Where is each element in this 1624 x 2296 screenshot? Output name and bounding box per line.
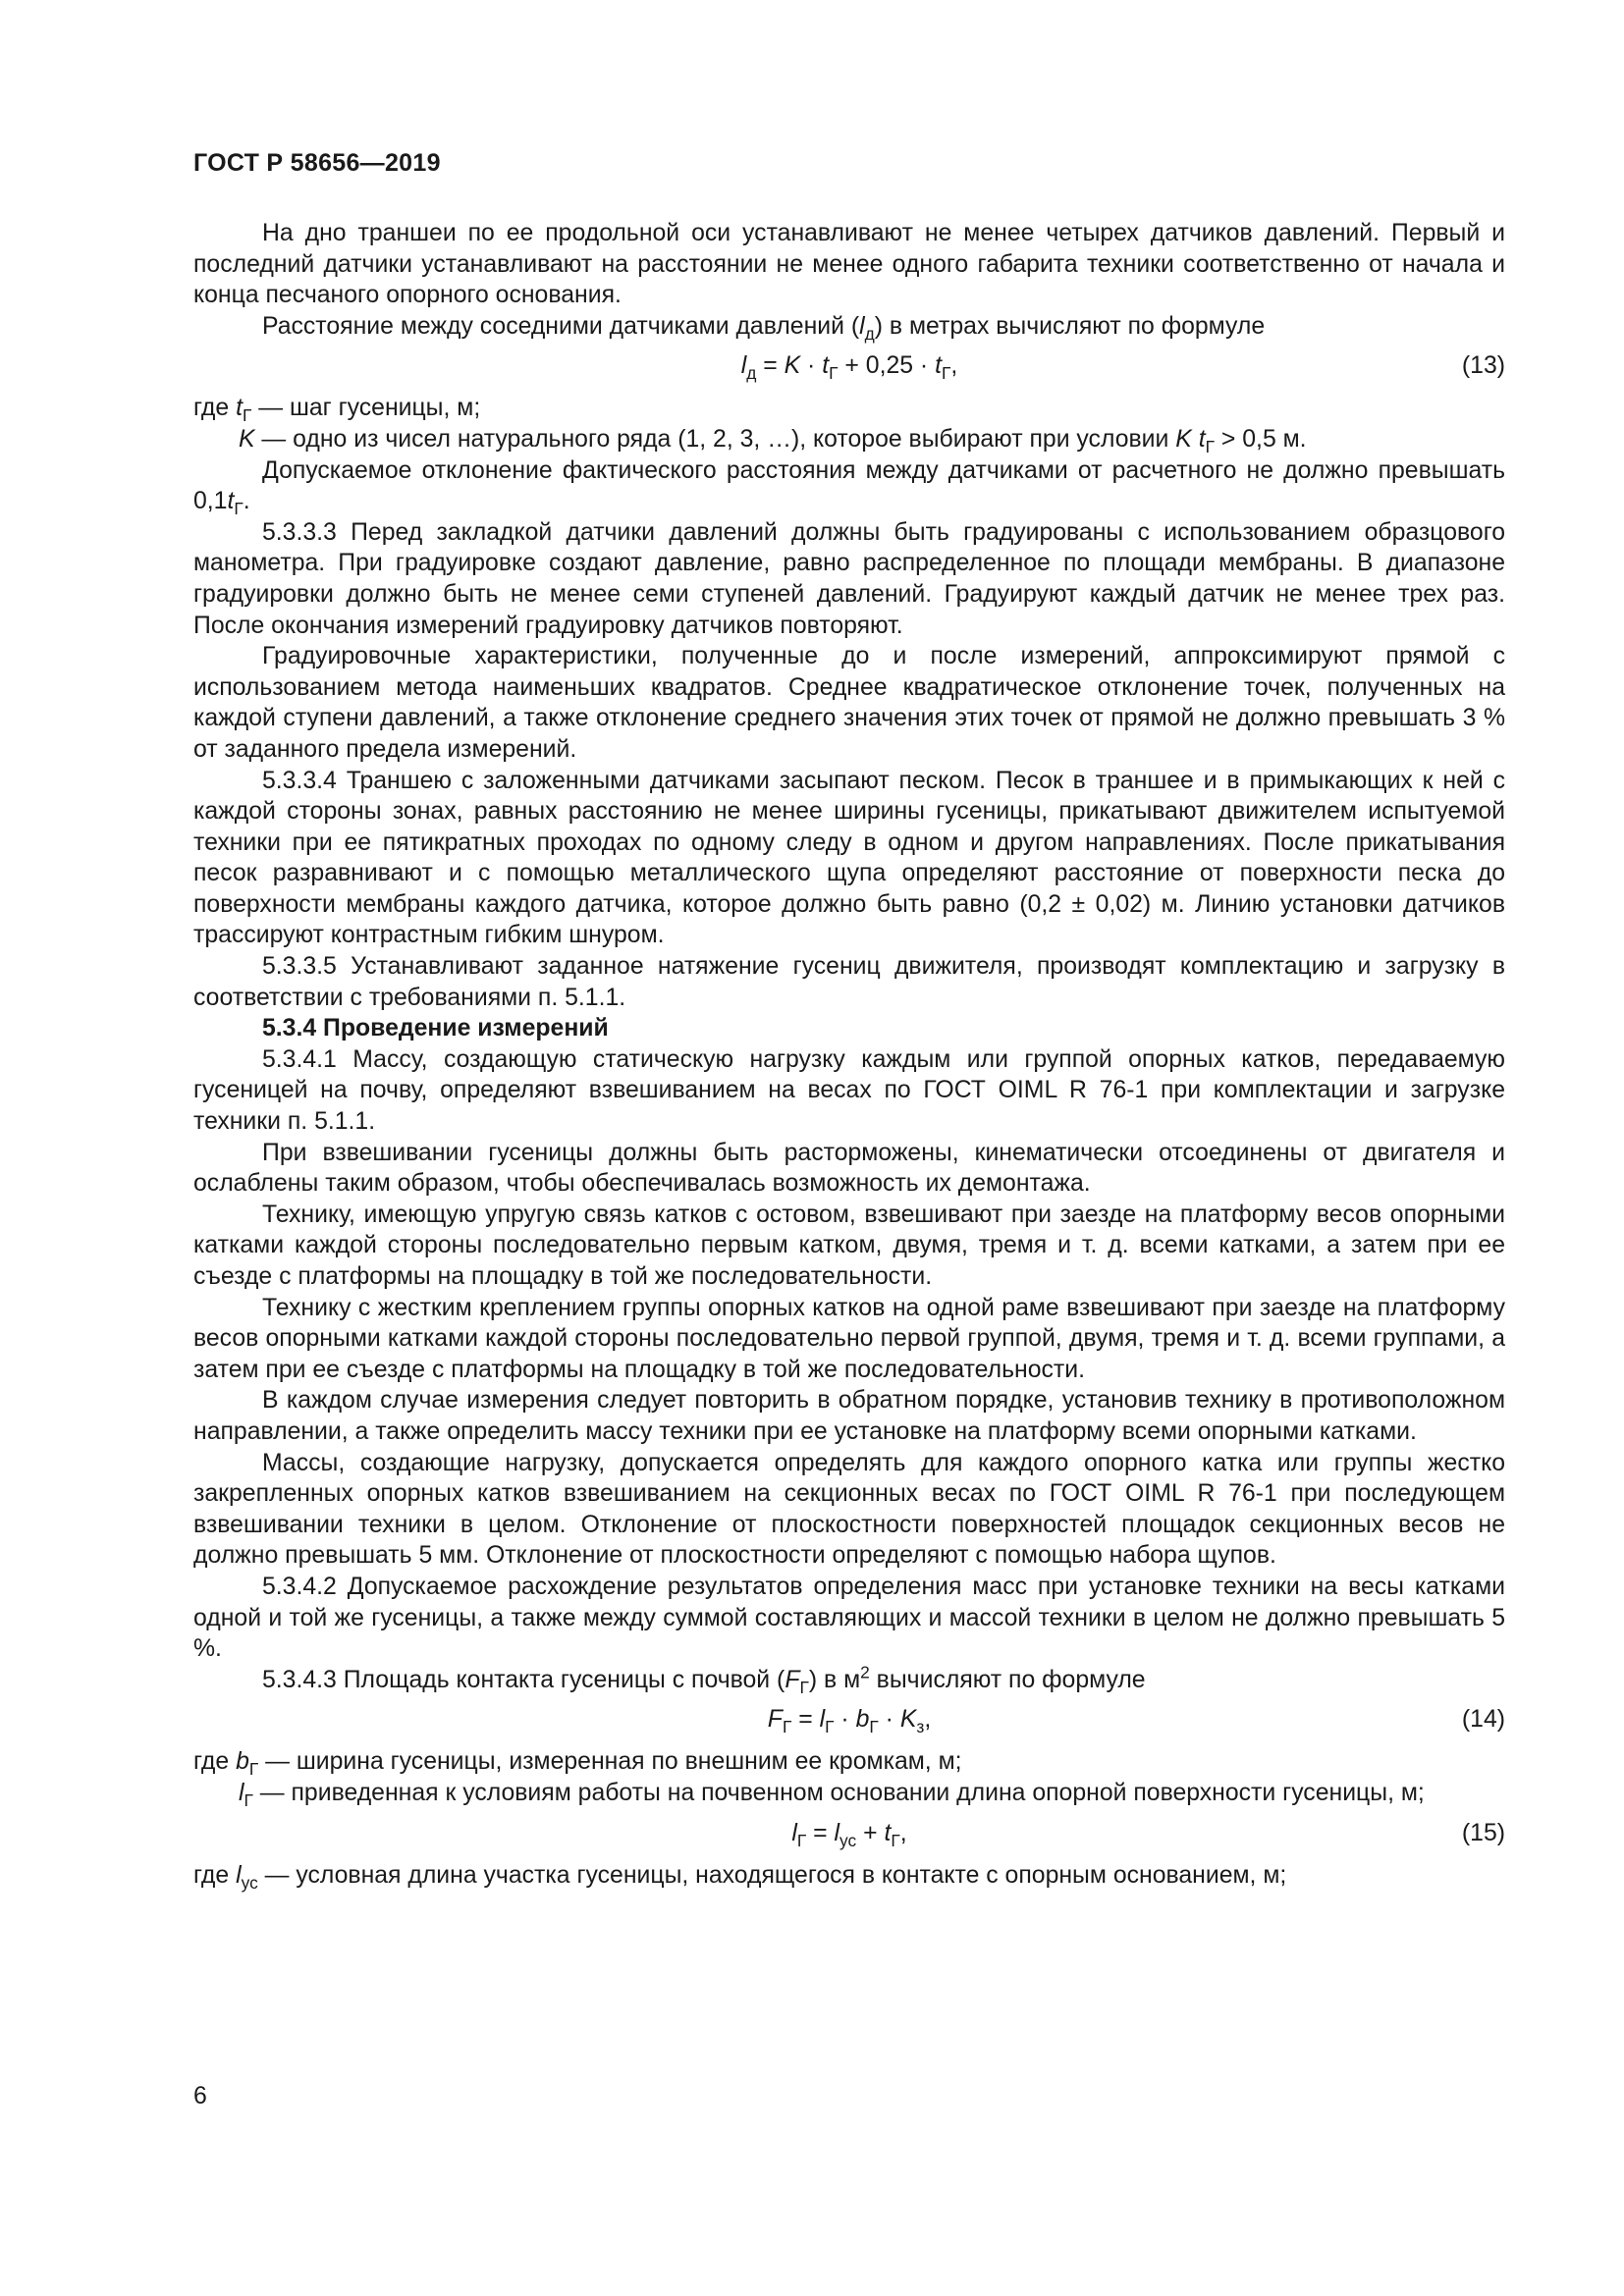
formula-14-expression: $F_Г = l_Г \cdot b_Г \cdot K_з$, — [767, 1706, 932, 1737]
formula-15-number: (15) — [1461, 1819, 1505, 1846]
formula-13-expression: $l_д = K \cdot t_Г + 0,25 \cdot t_Г$, — [740, 352, 958, 384]
paragraph-5-3-3-5: 5.3.3.5 Устанавливают заданное натяжение гусениц движителя, производят комплектацию и загрузку в соответствии с требованиями п. 5.1.1. — [193, 953, 1505, 1011]
definition-conditional-length: где $l_{ус}$ — условная длина участка гусеницы, находящегося в контакте с опорным основанием, м; — [193, 1861, 1287, 1893]
paragraph-rigid-mount: Технику с жестким креплением группы опорных катков на одной раме взвешивают при заезде на платформу весов опорными катками каждой стороны последовательно первой группой, двумя, тремя и т. д. всеми группами, а затем при ее съезде с платформы на площадку в той же последовательности. — [193, 1294, 1505, 1383]
standard-header: ГОСТ Р 58656—2019 — [193, 149, 441, 177]
paragraph-repeat: В каждом случае измерения следует повторить в обратном порядке, установив технику в противоположном направлении, а также определить массу техники при ее установке на платформу всеми опорными катками. — [193, 1387, 1505, 1445]
paragraph-calibration: Градуировочные характеристики, полученные до и после измерений, аппроксимируют прямой с использованием метода наименьших квадратов. Среднее квадратическое отклонение точек, полученных на каждой ступени давлений, а также отклонение среднего значения этих точек от прямой не должно превышать 3 % от заданного предела измерений. — [193, 643, 1505, 763]
formula-14-number: (14) — [1461, 1706, 1505, 1734]
section-heading-5-3-4: 5.3.4 Проведение измерений — [262, 1015, 609, 1042]
paragraph-5-3-3-4: 5.3.3.4 Траншею с заложенными датчиками засыпают песком. Песок в траншее и в примыкающих к ней с каждой стороны зонах, равных расстоянию не менее ширины гусеницы, прикатывают движителем испытуемой техники при ее пятикратных проходах по одному следу в одном и другом направлениях. После прикатывания песок разравнивают и с помощью металлического щупа определяют расстояние от поверхности песка до поверхности мембраны каждого датчика, которое должно быть равно (0,2 ± 0,02) м. Линию установки датчиков трассируют контрастным гибким шнуром. — [193, 767, 1505, 949]
paragraph-5-3-4-2: 5.3.4.2 Допускаемое расхождение результатов определения масс при установке техники на весы катками одной и той же гусеницы, а также между суммой составляющих и массой техники в целом не должно превышать 5 %. — [193, 1573, 1505, 1663]
formula-15 — [193, 1815, 1505, 1852]
paragraph-sensors-placement: На дно траншеи по ее продольной оси устанавливают не менее четырех датчиков давлений. Первый и последний датчики устанавливают на расстоянии не менее одного габарита техники соответственно от начала и конца песчаного опорного основания. — [193, 220, 1505, 309]
paragraph-elastic-link: Технику, имеющую упругую связь катков с остовом, взвешивают при заезде на платформу весов опорными катками каждой стороны последовательно первым катком, двумя, тремя и т. д. всеми катками, а затем при ее съезде с платформы на площадку в той же последовательности. — [193, 1201, 1505, 1290]
paragraph-masses: Массы, создающие нагрузку, допускается определять для каждого опорного катка или группы жестко закрепленных опорных катков взвешиванием на секционных весах по ГОСТ OIML R 76-1 при последующем взвешивании техники в целом. Отклонение от плоскостности поверхностей площадок секционных весов не должно превышать 5 мм. Отклонение от плоскостности определяют с помощью набора щупов. — [193, 1449, 1505, 1570]
definition-track-width: где $b_Г$ — ширина гусеницы, измеренная по внешним ее кромкам, м; — [193, 1748, 962, 1780]
paragraph-distance-intro: Расстояние между соседними датчиками давлений $(l_д)$ в метрах вычисляют по формуле — [262, 312, 1266, 344]
page-number: 6 — [193, 2083, 207, 2109]
paragraph-tolerance: Допускаемое отклонение фактического расстояния между датчиками от расчетного не должно превышать $0,1t_Г$. — [193, 456, 1505, 519]
definition-track-length: $l_Г$ — приведенная к условиям работы на почвенном основании длина опорной поверхности гусеницы, м; — [239, 1779, 1425, 1810]
definition-track-pitch: где $t_Г$ — шаг гусеницы, м; — [193, 395, 481, 426]
formula-13-number: (13) — [1461, 352, 1505, 380]
paragraph-5-3-4-1: 5.3.4.1 Массу, создающую статическую нагрузку каждым или группой опорных катков, передаваемую гусеницей на почву, определяют взвешиванием на весах по ГОСТ OIML R 76-1 при комплектации и загрузке техники п. 5.1.1. — [193, 1045, 1505, 1136]
definition-k: K — одно из чисел натурального ряда (1, 2, 3, …), которое выбирают при условии K $t_Г > 0,5$ м. — [239, 425, 1307, 457]
page-body — [193, 218, 1505, 1891]
paragraph-weighing: При взвешивании гусеницы должны быть расторможены, кинематически отсоединены от двигателя и ослаблены таким образом, чтобы обеспечивалась возможность их демонтажа. — [193, 1139, 1505, 1198]
formula-13 — [193, 347, 1505, 385]
formula-14 — [193, 1701, 1505, 1738]
paragraph-5-3-4-3: 5.3.4.3 Площадь контакта гусеницы с почвой $(F_Г)$ в $м^2$ вычисляют по формуле — [262, 1662, 1146, 1697]
formula-15-expression: $l_Г = l_{ус} + t_Г$, — [791, 1819, 907, 1850]
paragraph-5-3-3-3: 5.3.3.3 Перед закладкой датчики давлений должны быть градуированы с использованием образцового манометра. При градуировке создают давление, равно распределенное по площади мембраны. В диапазоне градуировки должно быть не менее семи ступеней давлений. Градуируют каждый датчик не менее трех раз. После окончания измерений градуировку датчиков повторяют. — [193, 518, 1505, 639]
